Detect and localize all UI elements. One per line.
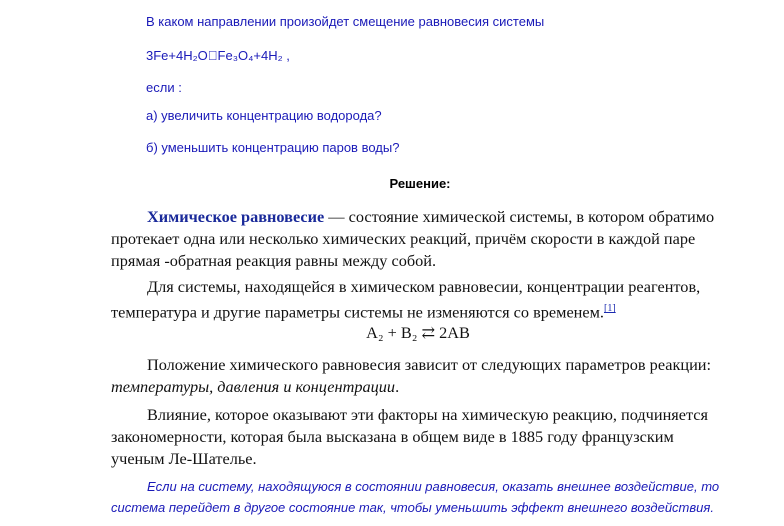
paragraph-le-chatelier: Влияние, которое оказывают эти факторы на химическую реакцию, подчиняется закономерности, которая была высказана в общем виде в 1885 году французским ученым Ле-Шателье.	[111, 405, 709, 468]
parameters-text: Для системы, находящейся в химическом равновесии, концентрации реагентов, температура и другие параметры системы не изменяются со временем.	[111, 277, 701, 322]
question-equation: 3Fe+4H₂O Fe₃O₄+4H₂ ,	[146, 48, 284, 63]
factors-end: .	[395, 377, 400, 396]
reference-link[interactable]: [1]	[603, 303, 616, 314]
le-chatelier-principle: Если на систему, находящуюся в состоянии равновесия, оказать внешнее воздействие, то система перейдет в другое состояние так, чтобы уменьшить эффект внешнего воздействия.	[111, 479, 720, 515]
definition-text: — состояние химической системы, в котором обратимо протекает одна или несколько химических реакций, причём скорости в каждой паре прямая -обратная реакция равны между собой.	[111, 207, 715, 270]
question-if: если :	[146, 80, 182, 95]
question-b: б) уменьшить концентрацию паров воды?	[146, 140, 400, 155]
factors-list: температуры, давления и концентрации	[111, 377, 396, 396]
factors-text: Положение химического равновесия зависит от следующих параметров реакции:	[147, 355, 712, 374]
term-chemical-equilibrium: Химическое равновесие	[147, 207, 325, 226]
paragraph-position-factors	[111, 354, 721, 398]
solution-title: Решение:	[389, 176, 451, 191]
question-a: а) увеличить концентрацию водорода?	[146, 108, 382, 123]
paragraph-equilibrium-parameters	[111, 276, 721, 323]
question-line: В каком направлении произойдет смещение равновесия системы	[146, 14, 545, 29]
reaction-equation: A₂ + B₂ ⇄ 2AB	[366, 323, 470, 342]
paragraph-equilibrium-definition	[111, 206, 721, 272]
